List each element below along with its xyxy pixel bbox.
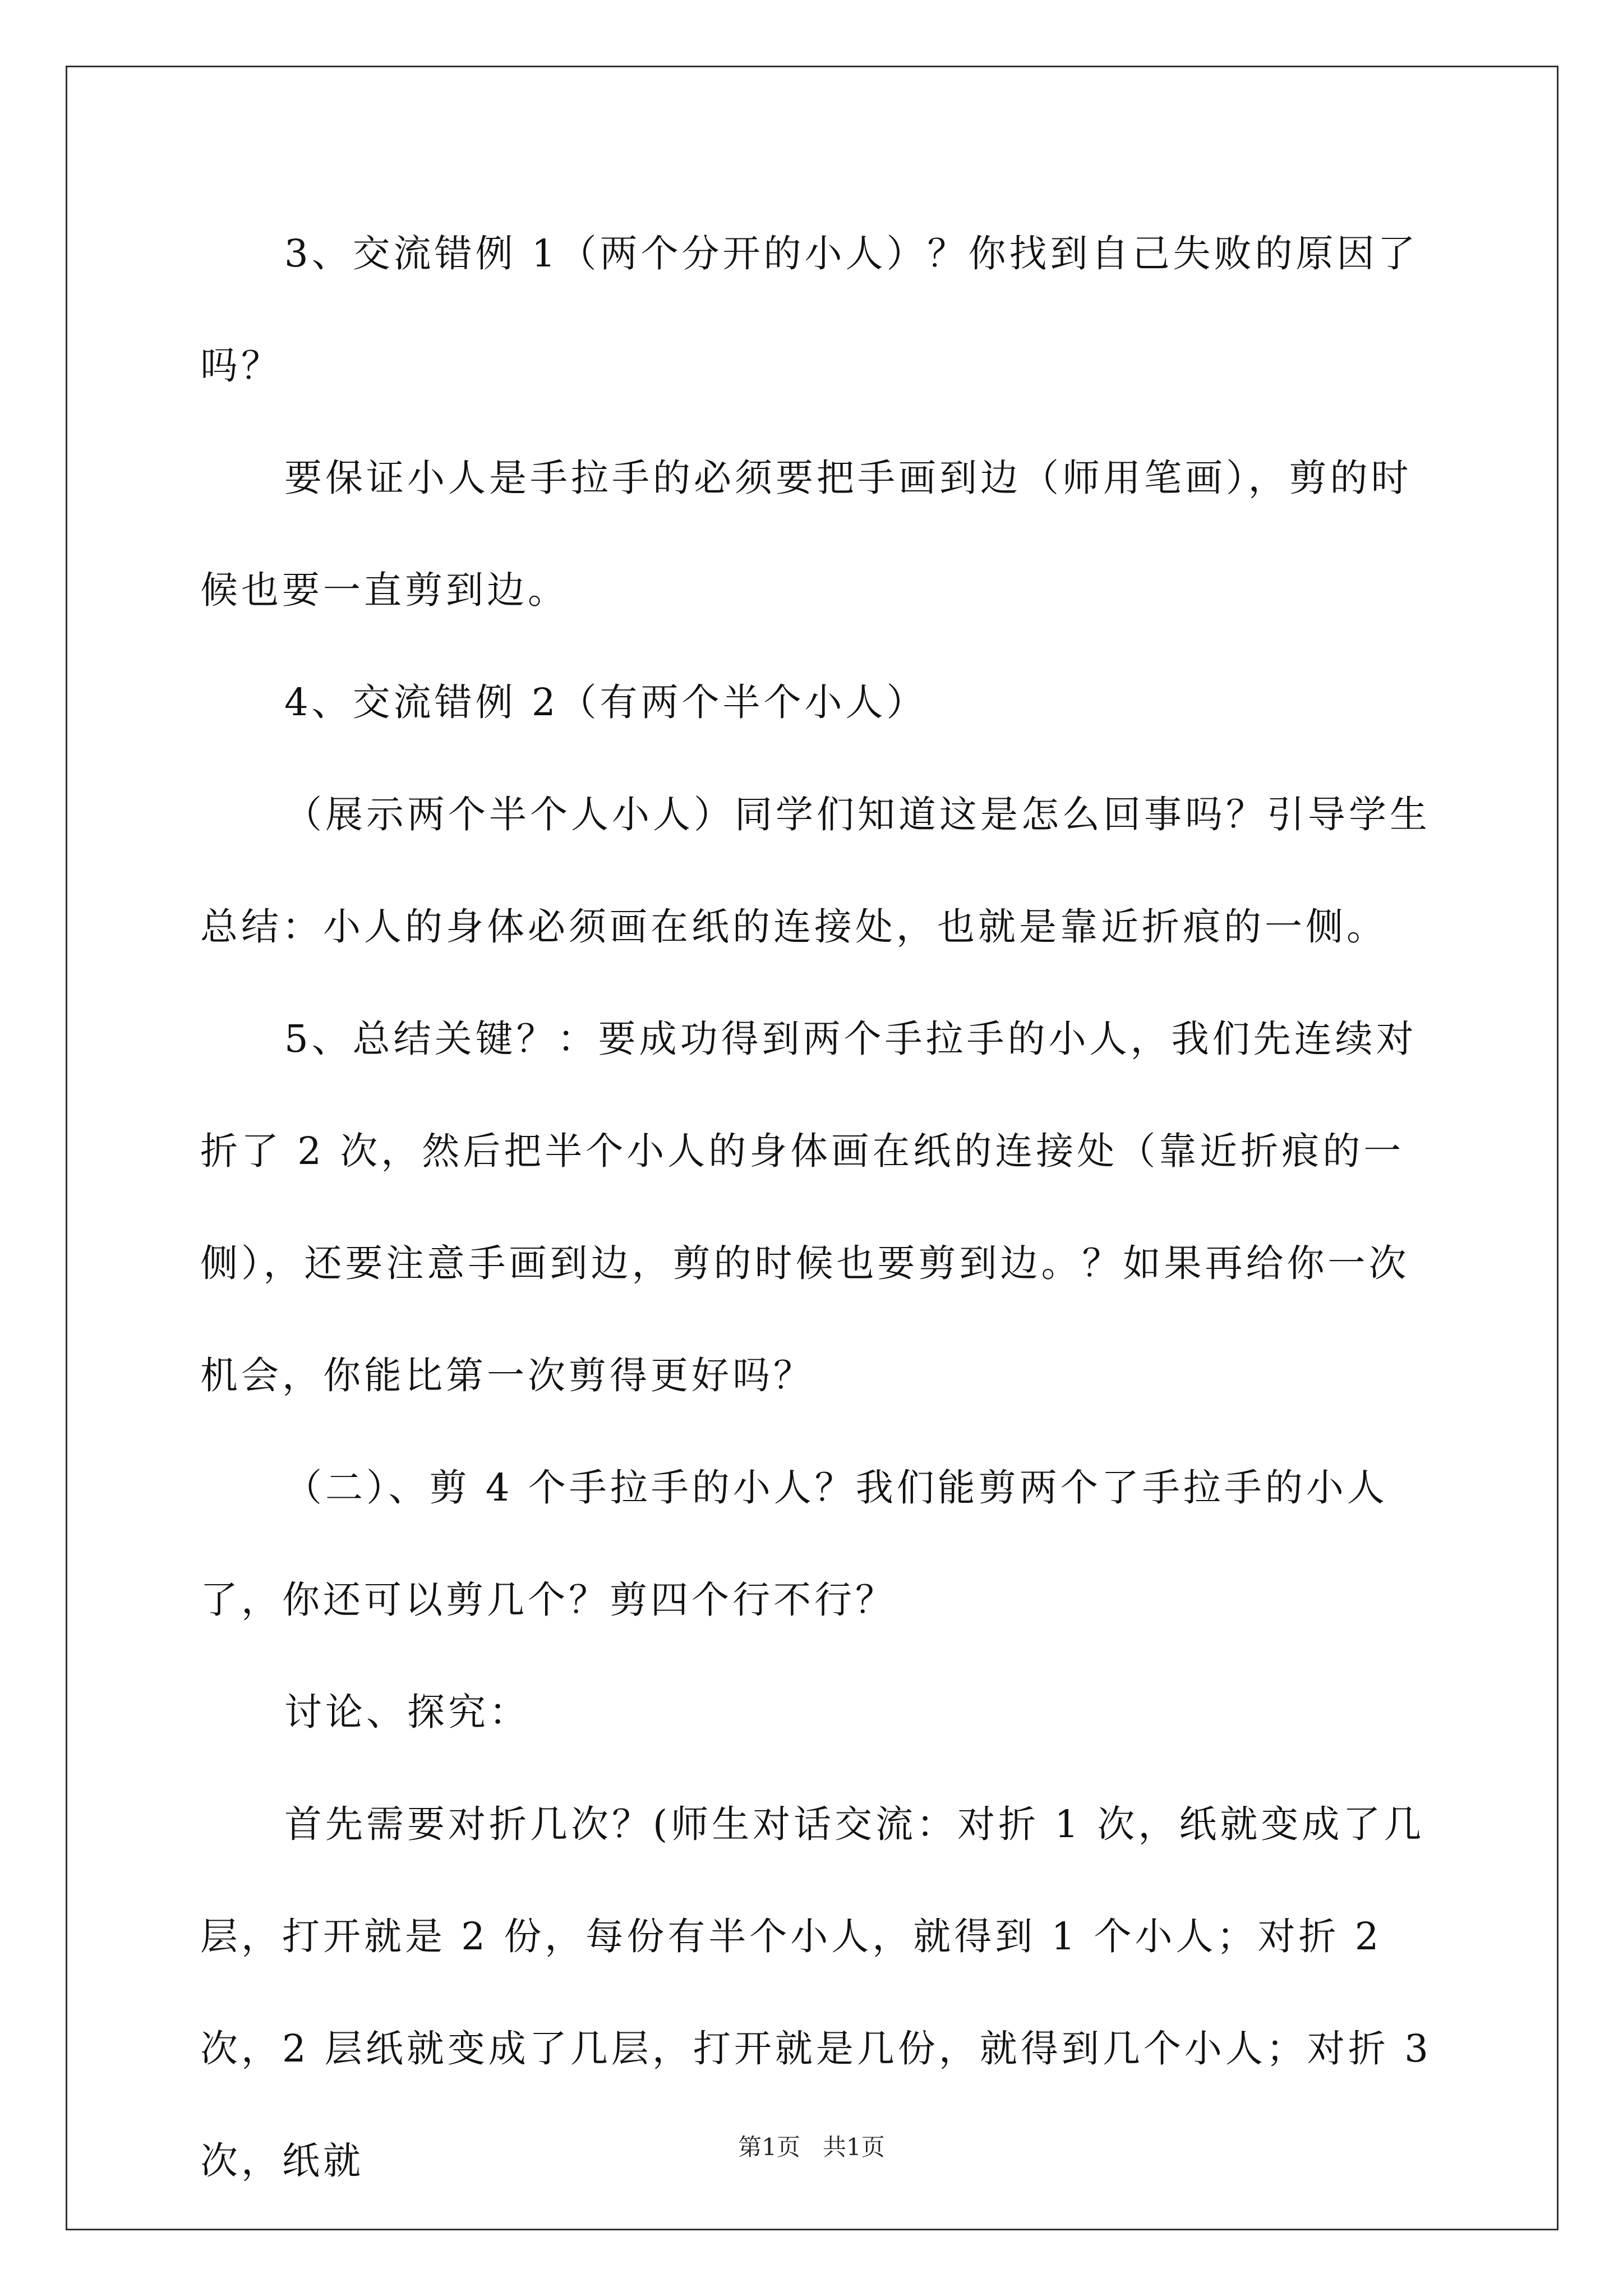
page-total: 共1页 (823, 2133, 885, 2161)
paragraph: （二）、剪 4 个手拉手的小人？我们能剪两个了手拉手的小人了，你还可以剪几个？剪四个行不行？ (200, 1466, 1388, 1622)
document-body (200, 197, 1440, 2217)
paragraph: 讨论、探究： (284, 1690, 530, 1734)
paragraph: 3、交流错例 1（两个分开的小人）？你找到自己失败的原因了吗？ (200, 232, 1419, 388)
paragraph: （展示两个半个人小人）同学们知道这是怎么回事吗？引导学生总结：小人的身体必须画在纸的连接处，也就是靠近折痕的一侧。 (200, 793, 1431, 949)
paragraph: 4、交流错例 2（有两个半个小人） (284, 680, 928, 724)
paragraph: 要保证小人是手拉手的必须要把手画到边（师用笔画），剪的时候也要一直剪到边。 (200, 456, 1412, 612)
paragraph: 首先需要对折几次？(师生对话交流：对折 1 次，纸就变成了几层，打开就是 2 份，每份有半个小人，就得到 1 个小人；对折 2 次，2 层纸就变成了几层，打开就是几份，就得到几个小人；对折 3 次，纸就 (200, 1802, 1432, 2183)
page-number: 第1页 (738, 2133, 800, 2161)
page-footer (0, 2129, 1623, 2162)
paragraph: 5、总结关键？：要成功得到两个手拉手的小人，我们先连续对折了 2 次，然后把半个小人的身体画在纸的连接处（靠近折痕的一侧），还要注意手画到边，剪的时候也要剪到边。？如果再给你一次机会，你能比第一次剪得更好吗？ (200, 1017, 1417, 1397)
